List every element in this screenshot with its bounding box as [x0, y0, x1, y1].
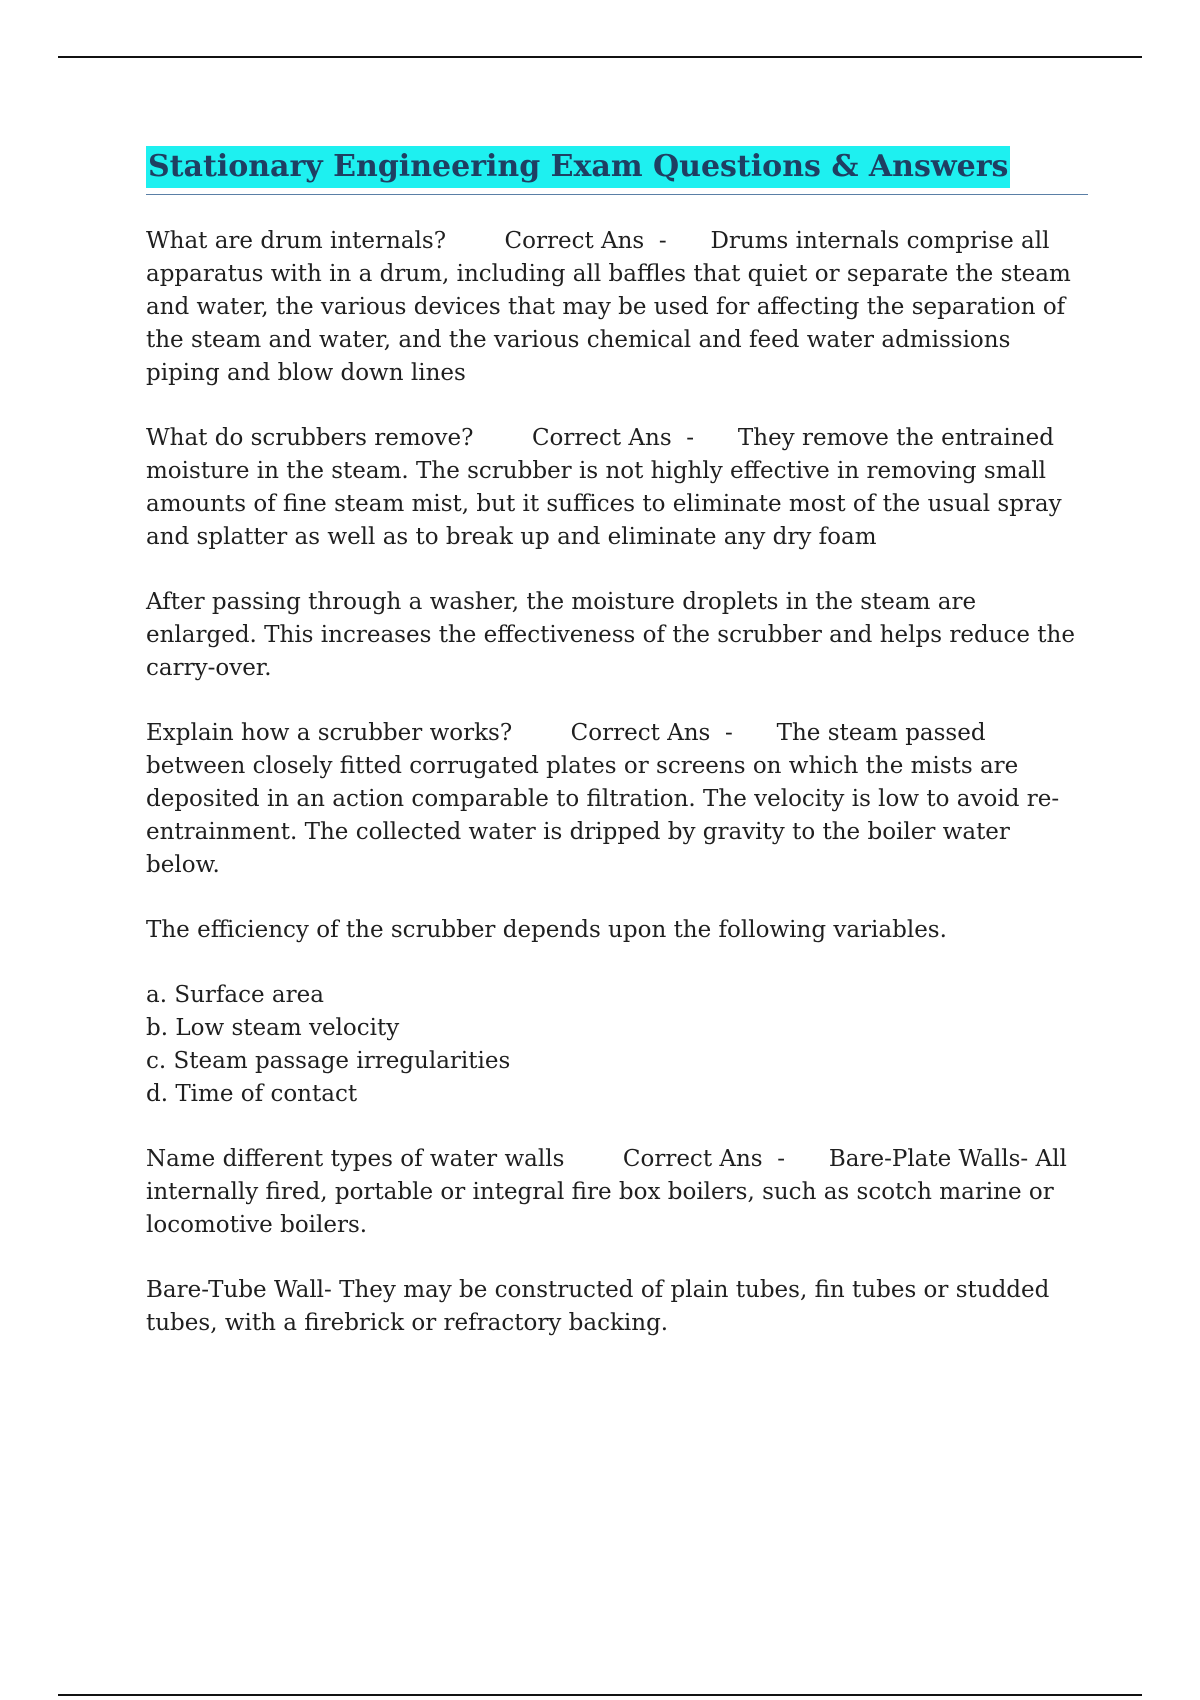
document-body: [146, 146, 1088, 1372]
paragraph-bare-tube-wall: Bare-Tube Wall- They may be constructed of plain tubes, fin tubes or studded tubes, with a firebrick or refractory backing.: [146, 1277, 1057, 1336]
qa-drum-internals: What are drum internals? Correct Ans - Drums internals comprise all apparatus with in a drum, including all baffles that quiet or separate the steam and water, the various devices that may be used for affecting the separation of the steam and water, and the various chemical and feed water admissions piping and blow down lines: [146, 228, 1079, 386]
paragraph-efficiency: The efficiency of the scrubber depends upon the following variables.: [146, 917, 947, 943]
bottom-rule: [58, 1694, 1142, 1696]
qa-scrubbers-remove: What do scrubbers remove? Correct Ans - They remove the entrained moisture in the steam. The scrubber is not highly effective in removing small amounts of fine steam mist, but it suffices to eliminate most of the usual spray and splatter as well as to break up and eliminate any dry foam: [146, 425, 1069, 550]
top-rule: [58, 56, 1142, 58]
qa-water-walls: Name different types of water walls Correct Ans - Bare-Plate Walls- All internally fired, portable or integral fire box boilers, such as scotch marine or locomotive boilers.: [146, 1146, 1075, 1238]
variables-list: [146, 979, 1088, 1111]
paragraph-washer: After passing through a washer, the moisture droplets in the steam are enlarged. This increases the effectiveness of the scrubber and helps reduce the carry-over.: [146, 589, 1083, 681]
list-item: d. Time of contact: [146, 1081, 358, 1107]
document-title: Stationary Engineering Exam Questions & Answers: [146, 146, 1010, 188]
qa-scrubber-works: Explain how a scrubber works? Correct Ans - The steam passed between closely fitted corrugated plates or screens on which the mists are deposited in an action comparable to filtration. The velocity is low to avoid re-entrainment. The collected water is dripped by gravity to the boiler water below.: [146, 720, 1060, 878]
list-item: b. Low steam velocity: [146, 1015, 400, 1041]
list-item: a. Surface area: [146, 982, 324, 1008]
title-block: [146, 146, 1088, 195]
list-item: c. Steam passage irregularities: [146, 1048, 511, 1074]
